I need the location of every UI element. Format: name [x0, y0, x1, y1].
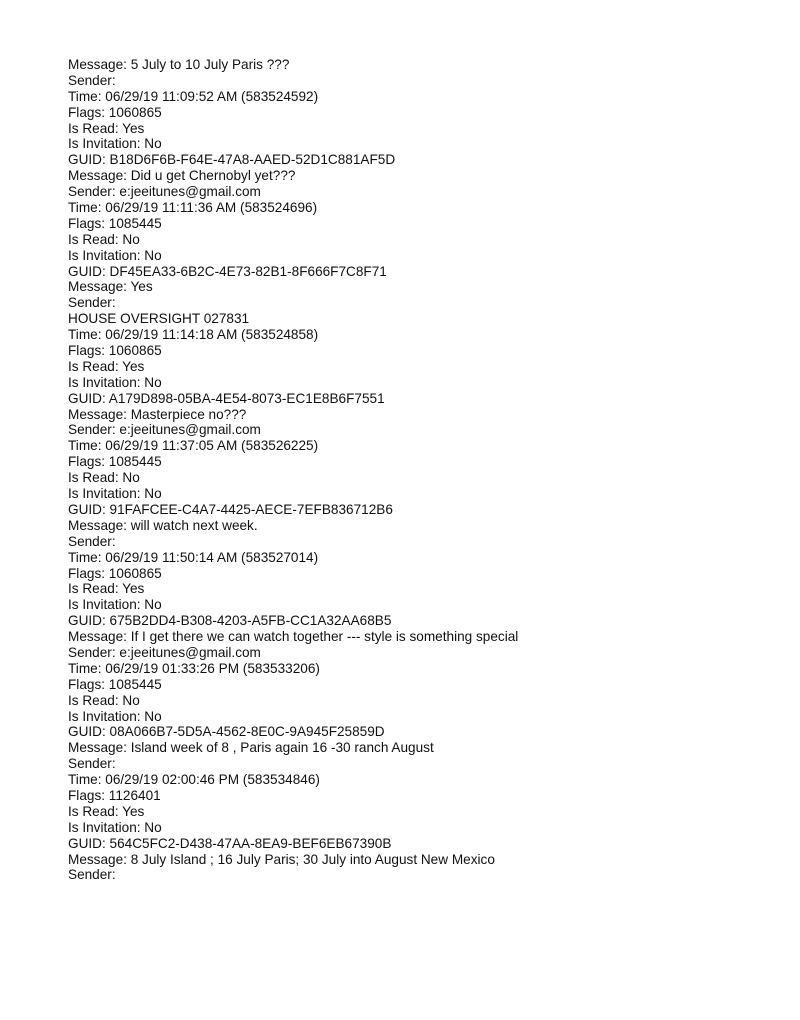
text-line: Is Read: No: [68, 231, 140, 247]
text-line: GUID: B18D6F6B-F64E-47A8-AAED-52D1C881AF5D: [68, 152, 396, 168]
text-line: Is Read: Yes: [68, 120, 145, 136]
text-line: Is Read: No: [68, 470, 140, 486]
text-line: Time: 06/29/19 02:00:46 PM (583534846): [68, 772, 320, 788]
text-line: Message: If I get there we can watch together --- style is something special: [68, 629, 519, 645]
text-line: Flags: 1085445: [68, 676, 162, 692]
text-line: Flags: 1060865: [68, 565, 162, 581]
text-line: GUID: 91FAFCEE-C4A7-4425-AECE-7EFB836712B6: [68, 501, 393, 517]
text-line: Time: 06/29/19 11:09:52 AM (583524592): [68, 88, 319, 104]
text-line: GUID: 675B2DD4-B308-4203-A5FB-CC1A32AA68B5: [68, 613, 392, 629]
text-line: Is Read: Yes: [68, 581, 145, 597]
text-line: GUID: 564C5FC2-D438-47AA-8EA9-BEF6EB67390B: [68, 835, 392, 851]
text-line: Is Invitation: No: [68, 819, 162, 835]
text-line: Time: 06/29/19 11:50:14 AM (583527014): [68, 549, 319, 565]
text-line: Sender: e:jeeitunes@gmail.com: [68, 184, 261, 200]
text-line: Sender: e:jeeitunes@gmail.com: [68, 644, 261, 660]
text-line: Is Invitation: No: [68, 597, 162, 613]
text-line: Time: 06/29/19 01:33:26 PM (583533206): [68, 660, 320, 676]
text-line: Flags: 1085445: [68, 454, 162, 470]
text-line: Message: Masterpiece no???: [68, 406, 247, 422]
text-line: Is Invitation: No: [68, 374, 162, 390]
text-line: Sender: e:jeeitunes@gmail.com: [68, 422, 261, 438]
text-line: Sender:: [68, 295, 116, 311]
text-line: Sender:: [68, 72, 116, 88]
text-line: Message: 8 July Island ; 16 July Paris; 30 July into August New Mexico: [68, 851, 495, 867]
text-line: Flags: 1060865: [68, 104, 162, 120]
page-stamp: HOUSE OVERSIGHT 027831: [68, 311, 250, 327]
text-line: Sender:: [68, 756, 116, 772]
text-line: Is Read: Yes: [68, 358, 145, 374]
text-line: Message: 5 July to 10 July Paris ???: [68, 57, 290, 72]
text-line: Is Read: Yes: [68, 803, 145, 819]
text-line: GUID: DF45EA33-6B2C-4E73-82B1-8F666F7C8F71: [68, 263, 387, 279]
text-line: GUID: A179D898-05BA-4E54-8073-EC1E8B6F7551: [68, 390, 385, 406]
text-line: Flags: 1126401: [68, 787, 161, 803]
text-line: Message: Yes: [68, 279, 153, 295]
text-line: Time: 06/29/19 11:11:36 AM (583524696): [68, 200, 318, 216]
text-line: Flags: 1060865: [68, 343, 162, 359]
text-line: Is Invitation: No: [68, 136, 162, 152]
text-line: Sender:: [68, 533, 116, 549]
text-line: GUID: 08A066B7-5D5A-4562-8E0C-9A945F25859D: [68, 724, 385, 740]
text-line: Message: will watch next week.: [68, 517, 258, 533]
text-line: Is Invitation: No: [68, 247, 162, 263]
text-line: Message: Did u get Chernobyl yet???: [68, 168, 296, 184]
text-line: Is Read: No: [68, 692, 140, 708]
text-line: Flags: 1085445: [68, 215, 162, 231]
text-line: Is Invitation: No: [68, 486, 162, 502]
text-line: Message: Island week of 8 , Paris again 16 -30 ranch August: [68, 740, 434, 756]
text-line: Sender:: [68, 867, 116, 883]
text-line: Time: 06/29/19 11:37:05 AM (583526225): [68, 438, 319, 454]
text-line: Is Invitation: No: [68, 708, 162, 724]
text-line: Time: 06/29/19 11:14:18 AM (583524858): [68, 327, 319, 343]
message-log-document: [68, 57, 768, 883]
